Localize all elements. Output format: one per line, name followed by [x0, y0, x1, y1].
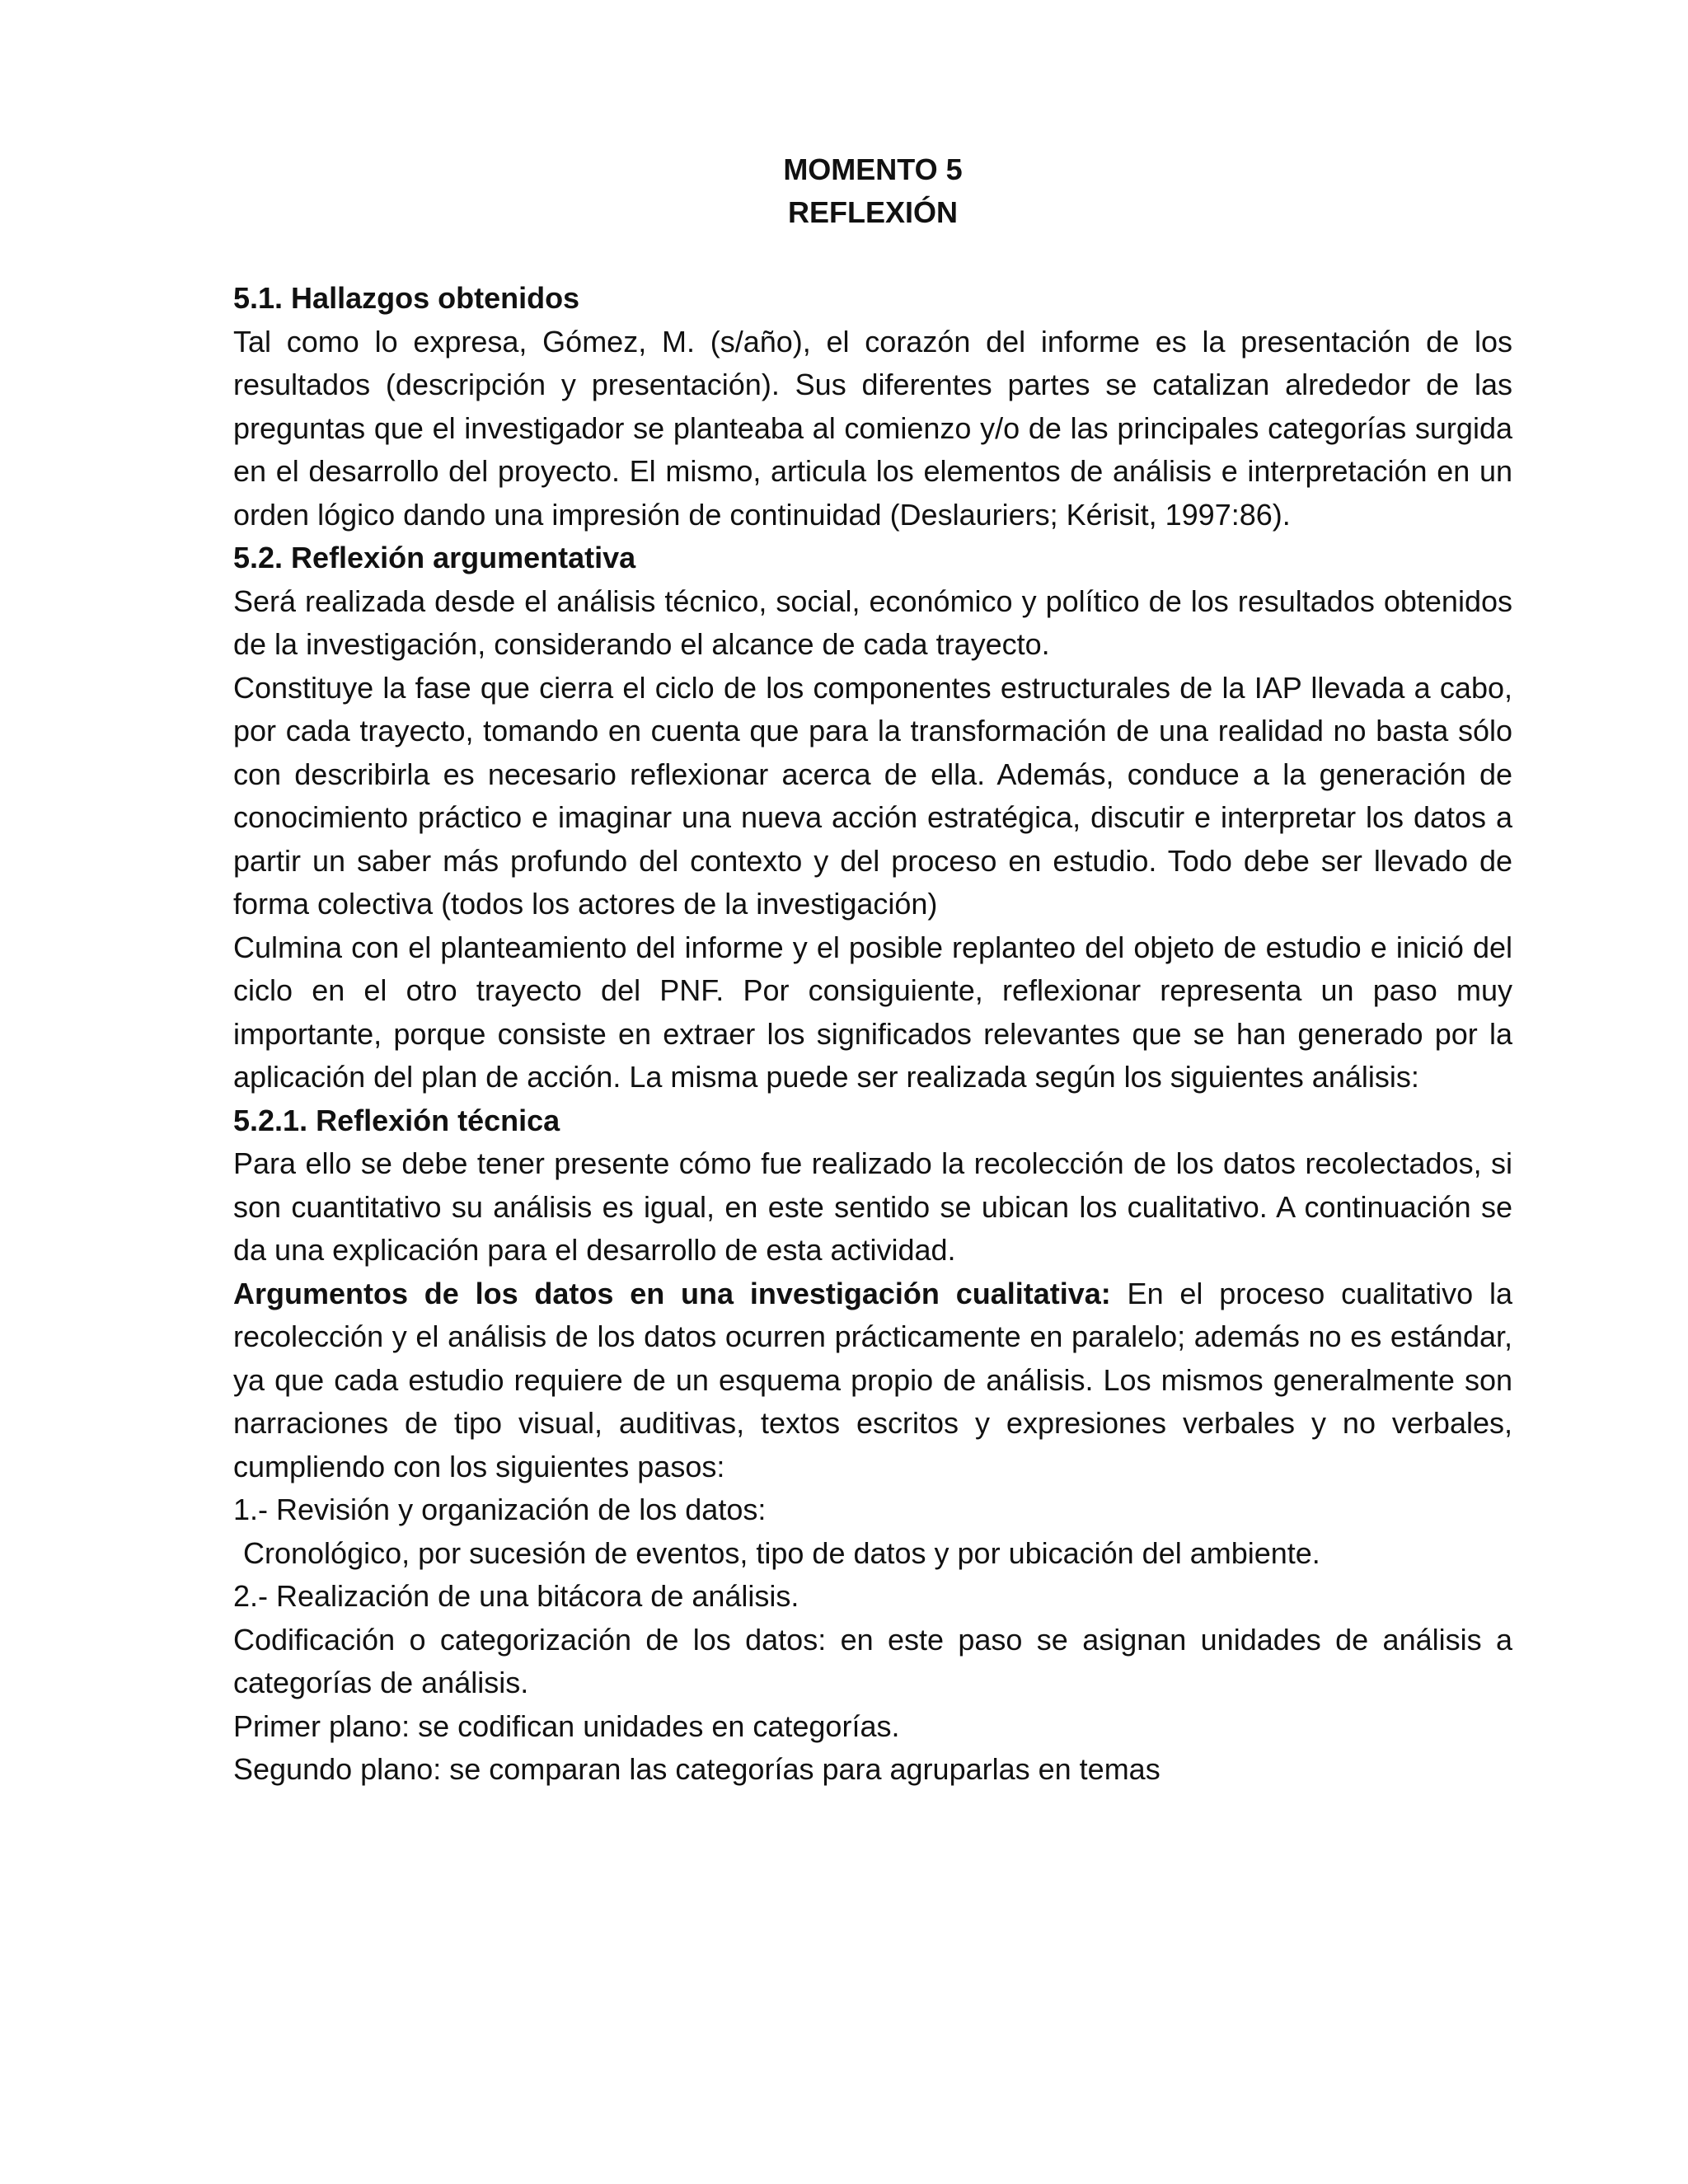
section-5-2-1-paragraph-2 — [233, 1272, 1512, 1489]
document-title-line-1: MOMENTO 5 — [783, 152, 963, 186]
section-5-1-paragraph: Tal como lo expresa, Gómez, M. (s/año), el corazón del informe es la presentación de los resultados (descripción y presentación). Sus diferentes partes se catalizan alrededor de las preguntas que el investigador se planteaba al comienzo y/o de las principales categorías surgida en el desarrollo del proyecto. El mismo, articula los elementos de análisis e interpretación en un orden lógico dando una impresión de continuidad (Deslauriers; Kérisit, 1997:86). — [233, 324, 1512, 532]
section-5-1-heading: 5.1. Hallazgos obtenidos — [233, 281, 580, 315]
second-plane-line: Segundo plano: se comparan las categorías para agruparlas en temas — [233, 1752, 1160, 1786]
first-plane-line: Primer plano: se codifican unidades en categorías. — [233, 1708, 900, 1743]
qualitative-arguments-text: En el proceso cualitativo la recolección y el análisis de los datos ocurren prácticamente en paralelo; además no es estándar, ya que cada estudio requiere de un esquema propio de análisis. Los mismos generalmente son narraciones de tipo visual, auditivas, textos escritos y expresiones verbales y no verbales, cumpliendo con los siguientes pasos: — [233, 1276, 1512, 1483]
step-1-line: 1.- Revisión y organización de los datos: — [233, 1493, 767, 1526]
section-5-2-paragraph-2: Constituye la fase que cierra el ciclo de los componentes estructurales de la IAP llevada a cabo, por cada trayecto, tomando en cuenta que para la transformación de una realidad no basta sólo con describirla es necesario reflexionar acerca de ella. Además, conduce a la generación de conocimiento práctico e imaginar una nueva acción estratégica, discutir e interpretar los datos a partir un saber más profundo del contexto y del proceso en estudio. Todo debe ser llevado de forma colectiva (todos los actores de la investigación) — [233, 670, 1512, 921]
section-5-2-paragraph-3: Culmina con el planteamiento del informe y el posible replanteo del objeto de estudio e inició del ciclo en el otro trayecto del PNF. Por consiguiente, reflexionar representa un paso muy importante, porque consiste en extraer los significados relevantes que se han generado por la aplicación del plan de acción. La misma puede ser realizada según los siguientes análisis: — [233, 930, 1512, 1094]
section-5-2-paragraph-1: Será realizada desde el análisis técnico, social, económico y político de los resultados obtenidos de la investigación, considerando el alcance de cada trayecto. — [233, 583, 1512, 661]
step-2-line: 2.- Realización de una bitácora de análisis. — [233, 1579, 799, 1613]
document-page — [233, 148, 1512, 1792]
qualitative-arguments-lead: Argumentos de los datos en una investigación cualitativa: — [233, 1276, 1111, 1310]
section-5-2-1-paragraph-1: Para ello se debe tener presente cómo fue realizado la recolección de los datos recolectados, si son cuantitativo su análisis es igual, en este sentido se ubican los cualitativo. A continuación se da una explicación para el desarrollo de esta actividad. — [233, 1146, 1512, 1267]
document-title-line-2: REFLEXIÓN — [787, 195, 958, 229]
section-5-2-1-heading: 5.2.1. Reflexión técnica — [233, 1103, 560, 1137]
coding-paragraph: Codificación o categorización de los datos: en este paso se asignan unidades de análisis a categorías de análisis. — [233, 1622, 1512, 1699]
title-spacer — [233, 234, 1512, 277]
section-5-2-heading: 5.2. Reflexión argumentativa — [233, 541, 636, 574]
step-1-detail-line: Cronológico, por sucesión de eventos, tipo de datos y por ubicación del ambiente. — [243, 1535, 1320, 1570]
